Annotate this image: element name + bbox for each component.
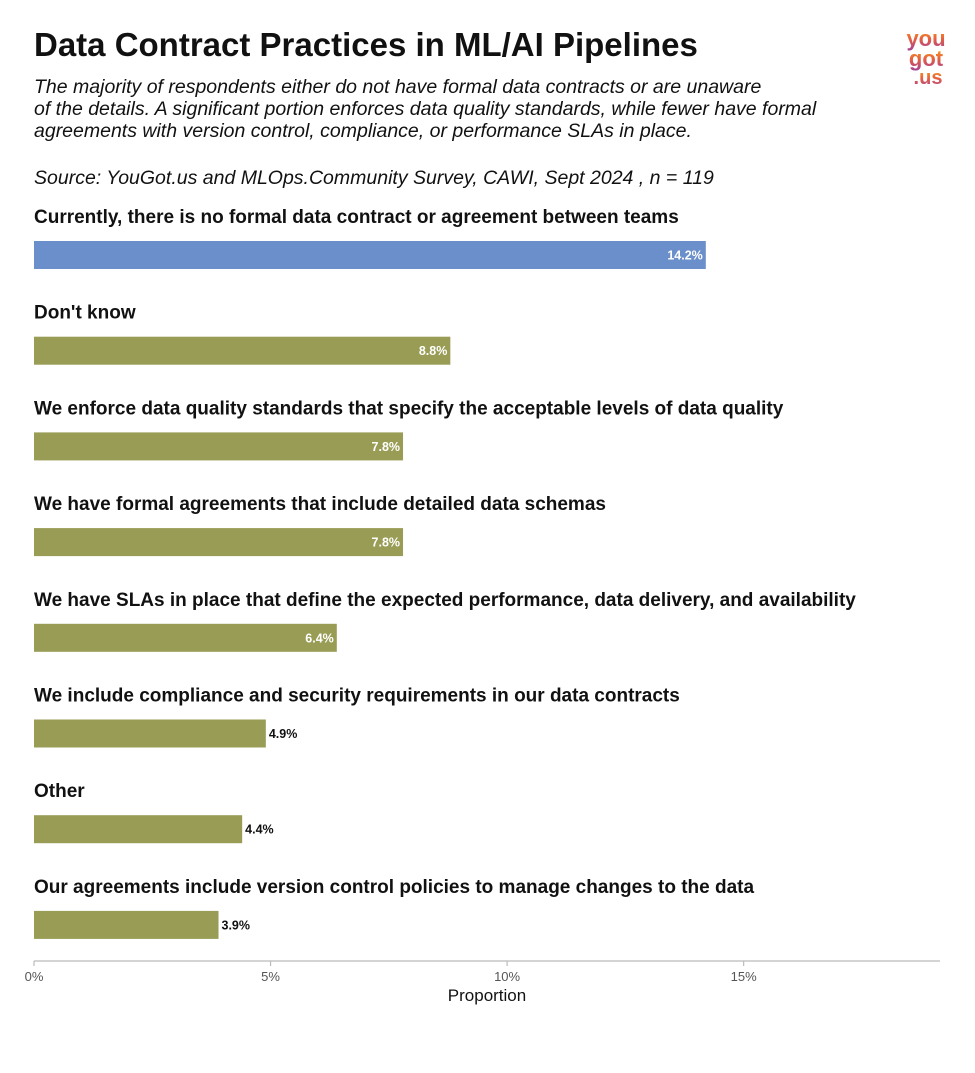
data-label: 7.8% xyxy=(371,439,401,454)
category-label: Other xyxy=(34,781,85,803)
bar xyxy=(34,241,706,269)
bar xyxy=(34,432,403,460)
subtitle-line: agreements with version control, compliance, or performance SLAs in place. xyxy=(34,120,692,142)
x-tick-label: 10% xyxy=(494,969,521,984)
category-label: Currently, there is no formal data contract or agreement between teams xyxy=(34,207,679,228)
chart-source: Source: YouGot.us and MLOps.Community Survey, CAWI, Sept 2024 , n = 119 xyxy=(34,167,714,189)
subtitle-line: of the details. A significant portion enforces data quality standards, while fewer have formal xyxy=(34,98,817,120)
category-label: We include compliance and security requirements in our data contracts xyxy=(34,685,680,707)
category-label: We have SLAs in place that define the expected performance, data delivery, and availability xyxy=(34,589,856,611)
bar xyxy=(34,528,403,556)
category-label: Our agreements include version control policies to manage changes to the data xyxy=(34,876,755,898)
bar xyxy=(34,337,450,365)
data-label: 7.8% xyxy=(371,535,401,550)
data-label: 14.2% xyxy=(667,248,703,263)
bars-group xyxy=(34,207,856,939)
logo-text-line: you xyxy=(906,26,946,51)
bar xyxy=(34,624,337,652)
bar xyxy=(34,720,266,748)
x-axis-title: Proportion xyxy=(447,986,527,1005)
x-axis xyxy=(25,961,940,1005)
logo-text-line: got xyxy=(908,46,944,71)
chart-title: Data Contract Practices in ML/AI Pipelines xyxy=(34,26,698,63)
logo-text-line: .us xyxy=(913,67,943,86)
subtitle-line: The majority of respondents either do not have formal data contracts or are unaware xyxy=(34,76,762,98)
data-label: 6.4% xyxy=(305,631,334,646)
x-tick-label: 5% xyxy=(261,969,280,984)
x-tick-label: 15% xyxy=(730,969,757,984)
bar xyxy=(34,815,242,843)
x-tick-label: 0% xyxy=(24,969,44,984)
bar xyxy=(34,911,219,939)
category-label: We enforce data quality standards that specify the acceptable levels of data quality xyxy=(34,398,784,420)
category-label: We have formal agreements that include detailed data schemas xyxy=(34,494,606,516)
data-label: 4.4% xyxy=(245,822,274,837)
data-label: 3.9% xyxy=(221,918,251,933)
category-label: Don't know xyxy=(34,302,136,324)
data-label: 8.8% xyxy=(418,344,448,359)
data-label: 4.9% xyxy=(268,727,298,741)
